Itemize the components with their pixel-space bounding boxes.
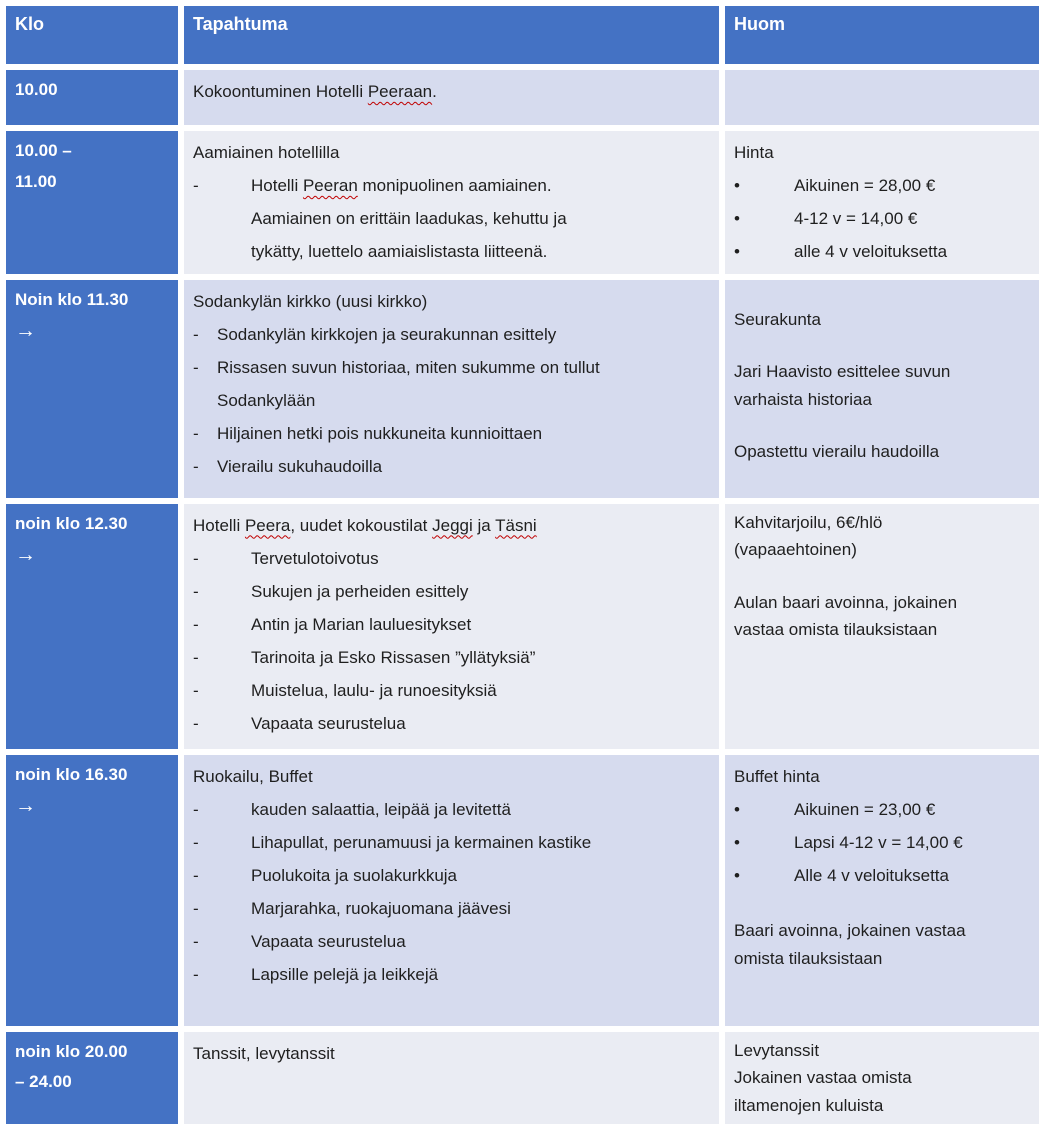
bullet-icon: • (734, 209, 740, 229)
text-segment: Hiljainen hetki pois nukkuneita kunnioittaen (217, 424, 543, 444)
event-list-item (193, 351, 710, 417)
text-segment: Vapaata seurustelua (251, 714, 406, 734)
text-segment: Marjarahka, ruokajuomana jäävesi (251, 899, 511, 919)
note-bullet-text: Lapsi 4-12 v = 14,00 € (794, 832, 963, 852)
text-segment: Lapsille pelejä ja leikkejä (251, 965, 439, 985)
time-cell (3, 1029, 181, 1128)
dash-bullet: - (193, 714, 199, 734)
event-list-item (193, 958, 710, 991)
note-bullet-text: alle 4 v veloituksetta (794, 242, 948, 262)
dash-bullet: - (193, 965, 199, 985)
misspelled-word: Jeggi (432, 515, 473, 535)
time-cell (3, 128, 181, 277)
event-list-item (193, 859, 710, 892)
note-bullet-text: 4-12 v = 14,00 € (794, 209, 918, 229)
text-segment: Ruokailu, Buffet (193, 766, 313, 786)
event-item-text (217, 318, 710, 351)
event-list-item (193, 608, 710, 641)
event-list-item (193, 674, 710, 707)
dash-bullet: - (193, 932, 199, 952)
dash-bullet: - (193, 899, 199, 919)
event-item-text (251, 674, 710, 707)
note-paragraph: Buffet hinta (734, 766, 820, 786)
text-segment: Antin ja Marian lauluesitykset (251, 614, 472, 634)
note-cell (722, 67, 1042, 128)
note-bullet-item (734, 793, 1030, 826)
event-list-item (193, 707, 710, 740)
bullet-icon: • (734, 176, 740, 196)
table-row (3, 752, 1042, 1029)
event-list-item (193, 542, 710, 575)
note-cell (722, 752, 1042, 1029)
note-cell (722, 128, 1042, 277)
misspelled-word: Peeran (302, 176, 358, 196)
header-row (3, 3, 1042, 67)
text-segment: Sodankylän kirkko (uusi kirkko) (193, 291, 428, 311)
event-item-text (251, 608, 710, 641)
schedule-table (3, 3, 1042, 1127)
event-cell (181, 752, 722, 1029)
table-row (3, 67, 1042, 128)
event-cell (181, 67, 722, 128)
dash-bullet: - (193, 548, 199, 568)
event-item-text (217, 417, 710, 450)
misspelled-word: Peeraan (367, 82, 433, 101)
event-title (193, 75, 710, 108)
dash-bullet: - (193, 799, 199, 819)
header-cell-tapahtuma: Tapahtuma (181, 3, 722, 67)
event-title (193, 1037, 710, 1070)
event-item-text (251, 707, 710, 740)
note-bullet-item (734, 859, 1030, 892)
bullet-icon: • (734, 799, 740, 819)
time-label: Noin klo 11.30 (15, 289, 129, 309)
right-arrow-icon: → (15, 794, 36, 818)
time-label: noin klo 12.30 (15, 513, 128, 533)
table-row (3, 501, 1042, 752)
time-cell (3, 752, 181, 1029)
dash-bullet: - (193, 614, 199, 634)
right-arrow-icon: → (15, 319, 36, 343)
event-title (193, 760, 710, 793)
text-segment: Sukujen ja perheiden esittely (251, 581, 469, 601)
text-segment: ja (472, 515, 496, 535)
text-segment: Rissasen suvun historiaa, miten sukumme on tullut (217, 357, 600, 377)
note-bullet-text: Aikuinen = 28,00 € (794, 176, 936, 196)
event-list-item (193, 575, 710, 608)
event-cell (181, 1029, 722, 1128)
note-paragraph: Levytanssit Jokainen vastaa omista iltamenojen kuluista (734, 1040, 912, 1115)
event-list-item (193, 925, 710, 958)
table-row (3, 128, 1042, 277)
text-segment: Hotelli (251, 176, 303, 196)
event-list-item (193, 318, 710, 351)
event-list-item (193, 826, 710, 859)
event-cell (181, 501, 722, 752)
note-paragraph: Jari Haavisto esittelee suvun varhaista historiaa (734, 362, 951, 409)
text-segment: monipuolinen aamiainen. (357, 176, 552, 196)
time-label: 10.00 (15, 80, 58, 99)
note-cell (722, 1029, 1042, 1128)
event-item-text (251, 826, 710, 859)
event-list-item (193, 793, 710, 826)
event-list-item (193, 169, 710, 268)
event-item-text (251, 169, 710, 268)
bullet-icon: • (734, 242, 740, 262)
time-cell (3, 501, 181, 752)
event-cell (181, 128, 722, 277)
note-bullet-item (734, 169, 1030, 202)
header-cell-huom: Huom (722, 3, 1042, 67)
bullet-icon: • (734, 832, 740, 852)
event-list-item (193, 641, 710, 674)
event-item-text (217, 450, 710, 483)
text-segment: Tarinoita ja Esko Rissasen ”yllätyksiä” (251, 648, 536, 668)
text-segment: Muistelua, laulu- ja runoesityksiä (251, 681, 497, 701)
text-segment: Sodankylän kirkkojen ja seurakunnan esittely (217, 324, 557, 344)
event-list-item (193, 450, 710, 483)
note-bullet-text: Aikuinen = 23,00 € (794, 799, 936, 819)
note-bullet-item (734, 826, 1030, 859)
text-segment: tykätty, luettelo aamiaislistasta liitteenä. (251, 242, 548, 262)
dash-bullet: - (193, 648, 199, 668)
dash-bullet: - (193, 324, 199, 344)
text-segment: Lihapullat, perunamuusi ja kermainen kastike (251, 832, 592, 852)
dash-bullet: - (193, 681, 199, 701)
misspelled-word: Täsni (495, 515, 537, 535)
event-title (193, 136, 710, 169)
note-paragraph: Hinta (734, 143, 774, 162)
note-cell (722, 277, 1042, 501)
table-row (3, 1029, 1042, 1128)
note-paragraph: Aulan baari avoinna, jokainen vastaa omista tilauksistaan (734, 592, 958, 640)
event-item-text (251, 793, 710, 826)
header-cell-klo: Klo (3, 3, 181, 67)
table-row (3, 277, 1042, 501)
dash-bullet: - (193, 357, 199, 377)
event-list-item (193, 417, 710, 450)
note-bullet-item (734, 202, 1030, 235)
text-segment: Aamiainen on erittäin laadukas, kehuttu ja (251, 209, 567, 229)
event-title (193, 285, 710, 318)
dash-bullet: - (193, 176, 199, 196)
text-segment: . (432, 82, 437, 101)
note-paragraph: Kahvitarjoilu, 6€/hlö (vapaaehtoinen) (734, 512, 883, 560)
text-segment: Tervetulotoivotus (251, 548, 379, 568)
event-item-text (251, 925, 710, 958)
blank-line (734, 892, 1030, 917)
event-item-text (251, 859, 710, 892)
dash-bullet: - (193, 581, 199, 601)
event-cell (181, 277, 722, 501)
event-title (193, 509, 710, 542)
blank-line (734, 413, 1030, 438)
blank-line (734, 333, 1030, 358)
text-segment: , uudet kokoustilat (290, 515, 433, 535)
text-segment: Puolukoita ja suolakurkkuja (251, 865, 458, 885)
time-label: 10.00 – 11.00 (15, 141, 72, 191)
text-segment: Aamiainen hotellilla (193, 143, 340, 162)
event-item-text (217, 351, 710, 417)
time-cell (3, 277, 181, 501)
dash-bullet: - (193, 424, 199, 444)
text-segment: Vapaata seurustelua (251, 932, 406, 952)
dash-bullet: - (193, 832, 199, 852)
text-segment: Sodankylään (217, 390, 316, 410)
note-bullet-text: Alle 4 v veloituksetta (794, 865, 949, 885)
note-paragraph: Baari avoinna, jokainen vastaa omista tilauksistaan (734, 921, 966, 968)
dash-bullet: - (193, 865, 199, 885)
event-item-text (251, 542, 710, 575)
note-paragraph: Seurakunta (734, 309, 821, 329)
dash-bullet: - (193, 457, 199, 477)
blank-line (734, 564, 1030, 589)
time-label: noin klo 16.30 (15, 764, 128, 784)
note-bullet-item (734, 235, 1030, 268)
note-paragraph: Opastettu vierailu haudoilla (734, 442, 940, 462)
table-body (3, 67, 1042, 1127)
time-cell (3, 67, 181, 128)
event-item-text (251, 575, 710, 608)
misspelled-word: Peera (244, 515, 291, 535)
event-item-text (251, 958, 710, 991)
text-segment: Vierailu sukuhaudoilla (217, 457, 383, 477)
event-item-text (251, 641, 710, 674)
event-item-text (251, 892, 710, 925)
text-segment: Tanssit, levytanssit (193, 1043, 335, 1063)
text-segment: Hotelli (193, 515, 245, 535)
note-cell (722, 501, 1042, 752)
right-arrow-icon: → (15, 543, 36, 567)
time-label: noin klo 20.00 – 24.00 (15, 1041, 128, 1092)
text-segment: Kokoontuminen Hotelli (193, 82, 368, 101)
bullet-icon: • (734, 865, 740, 885)
event-list-item (193, 892, 710, 925)
text-segment: kauden salaattia, leipää ja levitettä (251, 799, 511, 819)
